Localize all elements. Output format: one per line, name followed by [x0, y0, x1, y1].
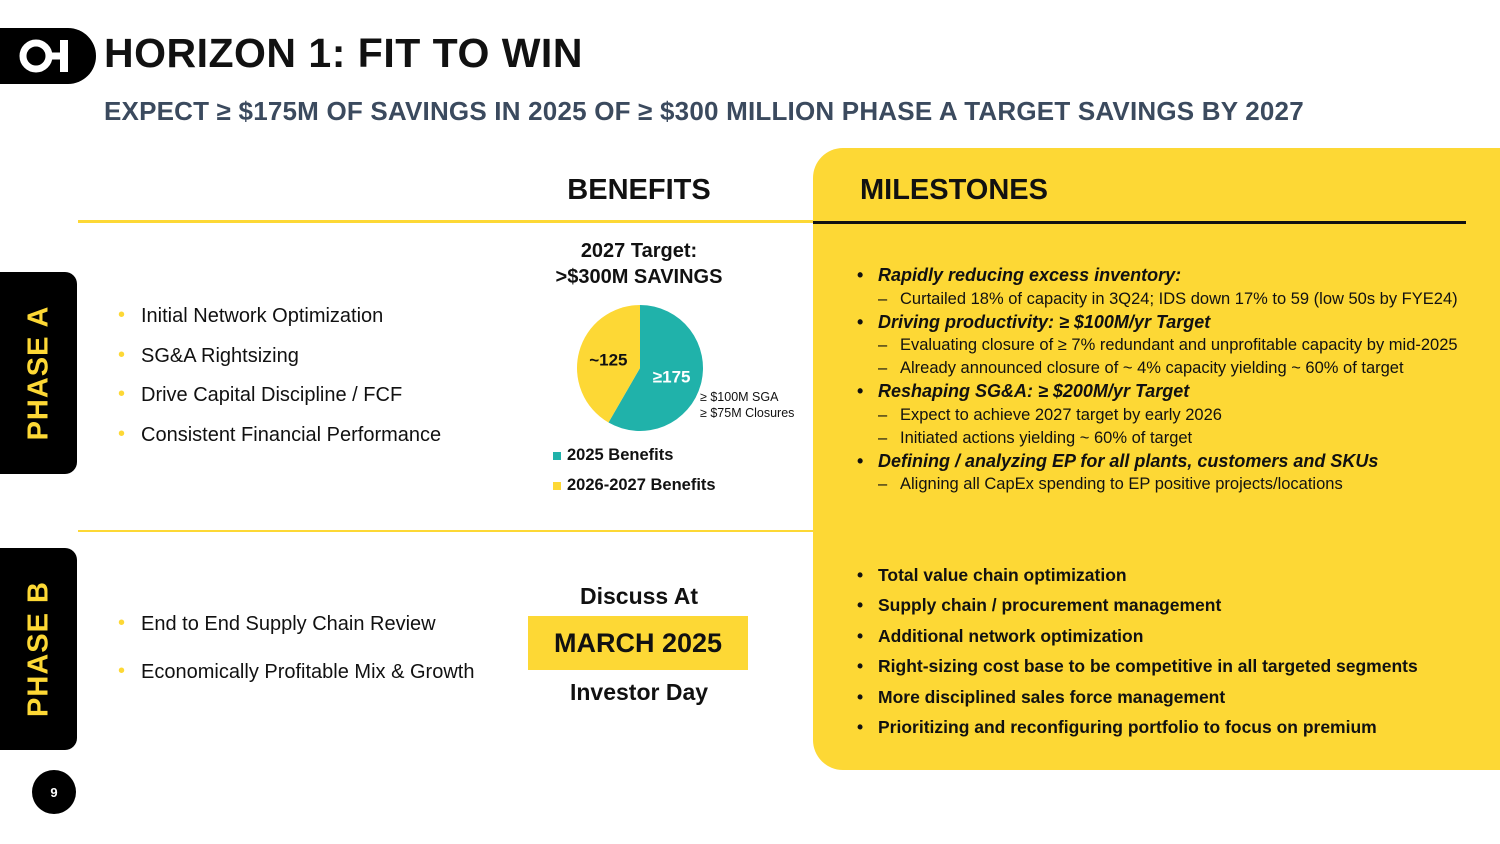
target-title: [530, 238, 748, 290]
milestones-divider: [813, 221, 1466, 224]
dash-icon: –: [878, 359, 888, 377]
event-name: Investor Day: [569, 679, 709, 705]
milestone-detail: – Initiated actions yielding ~ 60% of target: [857, 427, 1497, 450]
bullet-icon: •: [857, 450, 864, 471]
bullet-icon: •: [857, 656, 864, 677]
bullet-icon: •: [857, 311, 864, 332]
phase-a-milestones: [857, 264, 1497, 496]
milestone-detail: – Evaluating closure of ≥ 7% redundant and unprofitable capacity by mid-2025: [857, 334, 1497, 357]
milestones-heading: MILESTONES: [860, 174, 1048, 206]
pie-annotation-line-2: ≥ $75M Closures: [700, 406, 795, 420]
event-date-badge: MARCH 2025: [528, 616, 748, 670]
list-item: • SG&A Rightsizing: [118, 343, 299, 367]
bullet-icon: •: [857, 686, 864, 707]
milestone-heading: • Reshaping SG&A: ≥ $200M/yr Target: [857, 381, 1190, 401]
milestone-detail: – Curtailed 18% of capacity in 3Q24; IDS down 17% to 59 (low 50s by FYE24): [857, 288, 1497, 311]
legend-swatch: [553, 482, 561, 490]
pie-annotation: [700, 389, 794, 421]
phase-b-benefits-list: [118, 613, 474, 709]
milestone-item: • Additional network optimization: [857, 625, 1144, 646]
oi-logo-icon: [19, 36, 77, 76]
phase-a-benefits-list: [118, 305, 441, 463]
pie-annotation-line-1: ≥ $100M SGA: [700, 390, 779, 404]
bullet-icon: •: [118, 343, 126, 366]
bullet-icon: •: [118, 383, 126, 405]
dash-icon: –: [878, 475, 888, 493]
page-title: HORIZON 1: FIT TO WIN: [104, 30, 583, 76]
bullet-icon: •: [857, 625, 864, 646]
legend-item-2025: [553, 446, 673, 465]
pie-slice-label-0: ≥175: [652, 367, 691, 387]
phase-b-tab: [0, 548, 77, 750]
benefits-heading: BENEFITS: [567, 174, 711, 206]
bullet-icon: •: [118, 660, 126, 682]
bullet-icon: •: [118, 422, 126, 445]
bullet-icon: •: [857, 265, 864, 285]
target-line-1: 2027 Target:: [580, 240, 698, 262]
bullet-icon: •: [118, 304, 126, 326]
bullet-icon: •: [857, 595, 864, 616]
dash-icon: –: [878, 336, 888, 354]
target-line-2: >$300M SAVINGS: [555, 266, 723, 288]
milestone-heading: • Rapidly reducing excess inventory:: [857, 265, 1182, 285]
list-item: • Consistent Financial Performance: [118, 422, 442, 446]
legend-swatch: [553, 452, 561, 460]
milestone-detail: – Aligning all CapEx spending to EP positive projects/locations: [857, 473, 1497, 496]
benefits-divider: [78, 220, 813, 223]
list-item: • Drive Capital Discipline / FCF: [118, 383, 403, 406]
pie-slice-label-1: ~125: [589, 350, 628, 370]
list-item: • Economically Profitable Mix & Growth: [118, 660, 475, 683]
page-number: 9: [32, 770, 76, 814]
page-subtitle: EXPECT ≥ $175M OF SAVINGS IN 2025 OF ≥ $300 MILLION PHASE A TARGET SAVINGS BY 2027: [104, 96, 1304, 126]
dash-icon: –: [878, 405, 888, 424]
bullet-icon: •: [857, 381, 864, 401]
bullet-icon: •: [857, 565, 864, 585]
phase-b-milestones: [857, 563, 1497, 745]
bullet-icon: •: [118, 612, 126, 634]
milestone-item: • Prioritizing and reconfiguring portfolio to focus on premium: [857, 716, 1377, 737]
milestone-item: • Supply chain / procurement management: [857, 595, 1222, 616]
list-item: • Initial Network Optimization: [118, 304, 384, 327]
dash-icon: –: [878, 428, 888, 447]
milestone-item: • Right-sizing cost base to be competitive in all targeted segments: [857, 656, 1418, 677]
list-item: • End to End Supply Chain Review: [118, 612, 436, 635]
phase-a-label: PHASE A: [22, 305, 54, 441]
oi-logo: [0, 28, 96, 84]
milestone-item: • More disciplined sales force management: [857, 686, 1226, 707]
milestone-heading: • Defining / analyzing EP for all plants, customers and SKUs: [857, 450, 1379, 471]
legend-label: 2026-2027 Benefits: [567, 476, 716, 494]
milestone-detail: – Already announced closure of ~ 4% capacity yielding ~ 60% of target: [857, 357, 1497, 380]
milestone-heading: • Driving productivity: ≥ $100M/yr Target: [857, 311, 1211, 332]
legend-item-2026-2027: [553, 476, 716, 495]
milestone-item: • Total value chain optimization: [857, 565, 1127, 585]
phase-divider: [78, 530, 813, 532]
milestone-detail: – Expect to achieve 2027 target by early 2026: [857, 404, 1497, 427]
dash-icon: –: [878, 289, 888, 308]
savings-pie-chart: [570, 298, 710, 438]
bullet-icon: •: [857, 716, 864, 737]
phase-a-tab: [0, 272, 77, 474]
legend-label: 2025 Benefits: [567, 446, 674, 464]
discuss-at-label: Discuss At: [579, 583, 699, 609]
phase-b-label: PHASE B: [22, 581, 54, 717]
